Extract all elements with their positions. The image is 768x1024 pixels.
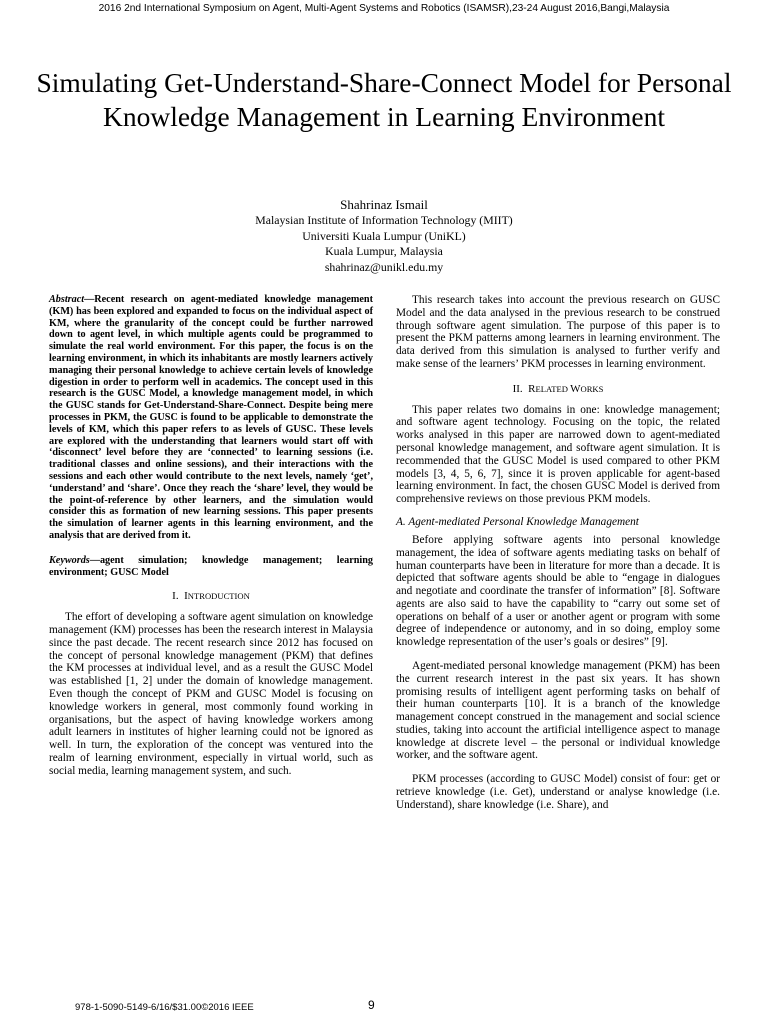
- section-heading-introduction: [49, 590, 373, 603]
- abstract: [49, 294, 373, 542]
- author-email: shahrinaz@unikl.edu.my: [324, 259, 444, 274]
- section-number: I.: [172, 590, 179, 603]
- subsection-a-paragraph-2: Agent-mediated personal knowledge management (PKM) has been the current research interest in the past six years. It has shown promising results of intelligent agent performing tasks on behalf of their human counterparts [10]. It is a branch of the knowledge management concept construed in the management and social science studies, taking into account the artificial intelligence aspect to manage knowledge at discrete level – the personal or individual knowledge worker, and the software agent.: [396, 659, 720, 762]
- section-initial: I: [184, 590, 188, 603]
- subsection-heading-a: A. Agent-mediated Personal Knowledge Management: [396, 515, 639, 528]
- related-paragraph-1: This paper relates two domains in one: knowledge management; and software agent technology. Focusing on the topic, the related works analysed in this paper are narrowed down to agent-mediated personal knowledge management, and software agent simulation. It is recommended that the GUSC Model is used compared to other PKM models [3, 4, 5, 6, 7], since it is proven applicable for agent-based learning environment. In fact, the chosen GUSC Model is derived from comprehensive reviews on those previous PKM models.: [396, 403, 720, 506]
- intro-paragraph-1: The effort of developing a software agent simulation on knowledge management (KM) processes has been the research interest in Malaysia since the past decade. The recent research since 2012 has focused on the concept of personal knowledge management (PKM) that defines the KM processes at individual level, and as a result the GUSC Model was established [1, 2] under the domain of knowledge management. Even though the concept of PKM and GUSC Model is focusing on knowledge workers in general, most commonly found working in organisations, but the aspect of having knowledge workers among adult learners in institutes of higher learning could not be ignored as well. In turn, the exploration of the concept was ventured into the realm of learning environment, especially in virtual world, such as social media, learning management system, and such.: [49, 611, 373, 777]
- right-column: [396, 294, 720, 812]
- keywords-text: —agent simulation; knowledge management; learning environment; GUSC Model: [49, 554, 373, 578]
- abstract-text: —Recent research on agent-mediated knowledge management (KM) has been explored and expanded to focus on the individual aspect of KM, where the granularity of the concept could be further narrowed down to agent level, in which multiple agents could be programmed to simulate the real world environment. For this paper, the focus is on the learning environment, in which its inhabitants are mostly learners actively managing their personal knowledge to achieve certain levels of knowledge digestion in order to perform well in academics. The concept used in this research is the GUSC Model, a knowledge management model, in which the GUSC stands for Get-Understand-Share-Connect. Despite being mere processes in PKM, the GUSC is found to be applicable to demonstrate the levels of KM, which this paper refers to as levels of GUSC. These levels are explored with the understanding that learners would start off with ‘disconnect’ level before they are ‘connected’ to learning sessions (i.e. traditional classes and online sessions), and their interactions with the sessions and each other would contribute to the next levels, namely ‘get’, ‘understand’ and ‘share’. Once they reach the ‘share’ level, they would be the point-of-reference by other learners, and the simulation would consider this as formation of new learning sessions. This paper presents the simulation of learner agents in this learning environment, and the analysis that are derived from it.: [49, 294, 373, 541]
- keywords: [49, 555, 373, 579]
- section-number: II.: [512, 382, 523, 395]
- author-block: [184, 196, 584, 275]
- paper-title: Simulating Get-Understand-Share-Connect Model for Personal Knowledge Management in Learning Environment: [36, 67, 732, 132]
- section-title-rest-2: ORKS: [580, 383, 604, 394]
- subsection-a-paragraph-1: Before applying software agents into personal knowledge management, the idea of software agents mediating tasks on behalf of human counterparts have been in literature for more than a decade. It is depicted that software agents should be able to “engage in dialogues and negotiate and coordinate the transfer of information” [8]. Software agents are also said to have the capability to “carry out some set of operations on behalf of a user or another agent or program with some degree of independence or autonomy, and in so doing, employ some knowledge representation of the user’s goals or desires” [9].: [396, 533, 720, 649]
- footer-isbn: 978-1-5090-5149-6/16/$31.00©2016 IEEE: [75, 1002, 254, 1013]
- conference-header: 2016 2nd International Symposium on Agent, Multi-Agent Systems and Robotics (ISAMSR),23-24 August 2016,Bangi,Malaysia: [98, 3, 670, 14]
- section-title-rest: NTRODUCTION: [187, 591, 250, 602]
- abstract-label: Abstract: [49, 294, 85, 305]
- author-location: Kuala Lumpur, Malaysia: [325, 244, 443, 258]
- intro-paragraph-2: This research takes into account the previous research on GUSC Model and the data analysed in the previous research to be construed through software agent simulation. The purpose of this paper is to present the PKM patterns among learners in learning environment. The data derived from this simulation is analysed to further verify and make sense of the learners’ PKM processes in learning environment.: [396, 294, 720, 370]
- section-initial-2: W: [570, 382, 581, 395]
- subsection-a-paragraph-3: PKM processes (according to GUSC Model) consist of four: get or retrieve knowledge (i.e. Get), understand or analyse knowledge (i.e. Understand), share knowledge (i.e. Share), and: [396, 773, 720, 811]
- author-name: Shahrinaz Ismail: [340, 197, 428, 212]
- page-number: 9: [368, 998, 375, 1012]
- section-title-rest: ELATED: [535, 383, 571, 394]
- keywords-label: Keywords: [49, 554, 90, 566]
- author-affiliation-institute: Malaysian Institute of Information Technology (MIIT): [255, 213, 513, 227]
- author-affiliation-university: Universiti Kuala Lumpur (UniKL): [302, 228, 466, 243]
- left-column: [49, 294, 373, 777]
- section-heading-related-works: [396, 383, 720, 396]
- section-initial: R: [528, 382, 536, 395]
